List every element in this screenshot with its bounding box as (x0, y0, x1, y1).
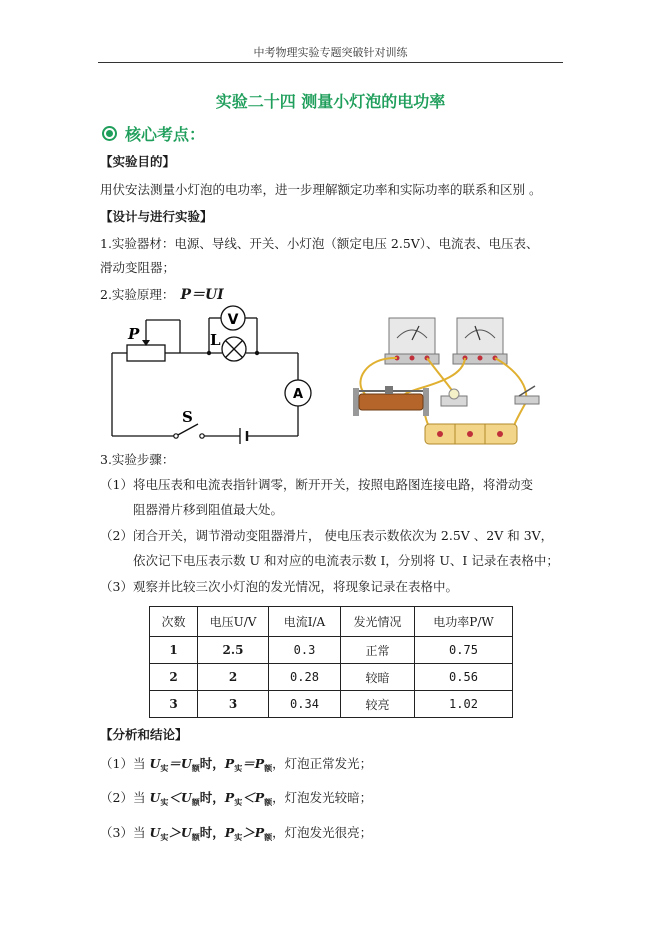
formula-sub: 实 (234, 763, 243, 773)
step-3-line-1: （3）观察并比较三次小灯泡的发光情况，将现象记录在表格中。 (100, 579, 458, 594)
battery-pack (425, 424, 517, 444)
step-1-line-1: （1）将电压表和电流表指针调零，断开开关，按照电路图连接电路，将滑动变 (100, 477, 533, 492)
table-cell: 较亮 (341, 691, 415, 718)
voltmeter-label: V (227, 312, 239, 328)
rheostat-device (353, 386, 429, 416)
formula-when: 时， (199, 790, 225, 805)
header-divider (98, 62, 563, 63)
formula-u: U (180, 825, 192, 840)
table-cell: 1.02 (415, 691, 513, 718)
page-header: 中考物理实验专题突破针对训练 (253, 46, 408, 59)
purpose-heading: 【实验目的】 (100, 154, 176, 169)
table-header-cell: 次数 (150, 607, 198, 637)
switch-label: S (182, 408, 193, 426)
lamp-holder (441, 389, 467, 406)
step-2-line-1: （2）闭合开关，调节滑动变阻器滑片， 使电压表示数依次为 2.5V 、2V 和 3V， (100, 528, 554, 543)
table-header-cell: 电流I/A (269, 607, 341, 637)
formula-relation: ＝ (242, 756, 255, 771)
table-cell: 0.34 (269, 691, 341, 718)
conclusion-3 (100, 824, 372, 843)
results-table (149, 606, 513, 718)
formula-sub: 额 (264, 832, 273, 842)
formula-when: 时， (199, 825, 225, 840)
formula-relation: ＜ (168, 790, 181, 805)
formula-p: P (254, 790, 265, 805)
formula-sub: 额 (264, 797, 273, 807)
table-header-cell: 发光情况 (341, 607, 415, 637)
conclusion-1-tail: ，灯泡正常发光； (272, 756, 373, 771)
formula-sub: 额 (191, 763, 200, 773)
formula-p: P (224, 790, 235, 805)
formula-p: P (254, 825, 265, 840)
steps-heading: 3.实验步骤： (100, 452, 175, 467)
conclusion-1-prefix: （1）当 (100, 756, 146, 771)
formula-sub: 额 (264, 763, 273, 773)
table-cell: 2.5 (198, 637, 269, 664)
conclusion-2-prefix: （2）当 (100, 790, 146, 805)
lamp-label: L (210, 331, 221, 349)
principle-formula: P＝UI (180, 287, 224, 303)
table-cell: 1 (150, 637, 198, 664)
table-cell: 3 (150, 691, 198, 718)
analysis-heading: 【分析和结论】 (100, 727, 188, 742)
table-cell: 0.56 (415, 664, 513, 691)
circuit-diagram (100, 300, 315, 450)
ammeter-label: A (292, 387, 304, 402)
formula-p: P (224, 825, 235, 840)
table-row (150, 637, 513, 664)
formula-relation: ＞ (242, 825, 255, 840)
formula-sub: 额 (191, 797, 200, 807)
table-cell: 0.3 (269, 637, 341, 664)
core-points-label: 核心考点： (125, 125, 206, 144)
formula-sub: 实 (160, 763, 169, 773)
principle-label: 2.实验原理： (100, 287, 175, 302)
formula-u: U (149, 825, 161, 840)
formula-u: U (149, 756, 161, 771)
table-header-cell: 电压U/V (198, 607, 269, 637)
ammeter-device (453, 318, 507, 364)
table-cell: 2 (198, 664, 269, 691)
formula-relation: ＞ (168, 825, 181, 840)
design-heading: 【设计与进行实验】 (100, 209, 213, 224)
formula-sub: 额 (191, 832, 200, 842)
formula-sub: 实 (234, 832, 243, 842)
table-header-cell: 电功率P/W (415, 607, 513, 637)
formula-relation: ＝ (168, 756, 181, 771)
formula-sub: 实 (160, 832, 169, 842)
table-cell: 正常 (341, 637, 415, 664)
table-row (150, 691, 513, 718)
formula-sub: 实 (234, 797, 243, 807)
formula-u: U (180, 756, 192, 771)
table-cell: 0.75 (415, 637, 513, 664)
table-header-row (150, 607, 513, 637)
apparatus-photo (345, 312, 550, 447)
conclusion-1 (100, 755, 372, 774)
formula-u: U (180, 790, 192, 805)
formula-p: P (254, 756, 265, 771)
step-2-line-2: 依次记下电压表示数 U 和对应的电流表示数 I，分别将 U、I 记录在表格中； (133, 553, 559, 568)
table-cell: 3 (198, 691, 269, 718)
page-title: 实验二十四 测量小灯泡的电功率 (215, 92, 446, 111)
conclusion-3-tail: ，灯泡发光很亮； (272, 825, 373, 840)
table-cell: 较暗 (341, 664, 415, 691)
table-row (150, 664, 513, 691)
rheostat-label: P (128, 325, 140, 343)
purpose-text: 用伏安法测量小灯泡的电功率，进一步理解额定功率和实际功率的联系和区别 。 (100, 182, 542, 197)
conclusion-3-prefix: （3）当 (100, 825, 146, 840)
step-1-line-2: 阻器滑片移到阻值最大处。 (133, 502, 284, 517)
formula-u: U (149, 790, 161, 805)
formula-when: 时， (199, 756, 225, 771)
equipment-line-2: 滑动变阻器； (100, 260, 176, 275)
formula-sub: 实 (160, 797, 169, 807)
equipment-line-1: 1.实验器材：电源、导线、开关、小灯泡（额定电压 2.5V）、电流表、电压表、 (100, 236, 539, 251)
formula-p: P (224, 756, 235, 771)
conclusion-2 (100, 789, 372, 808)
table-cell: 2 (150, 664, 198, 691)
core-points-heading (102, 122, 205, 145)
formula-relation: ＜ (242, 790, 255, 805)
conclusion-2-tail: ，灯泡发光较暗； (272, 790, 373, 805)
table-cell: 0.28 (269, 664, 341, 691)
bullseye-icon (102, 126, 117, 141)
